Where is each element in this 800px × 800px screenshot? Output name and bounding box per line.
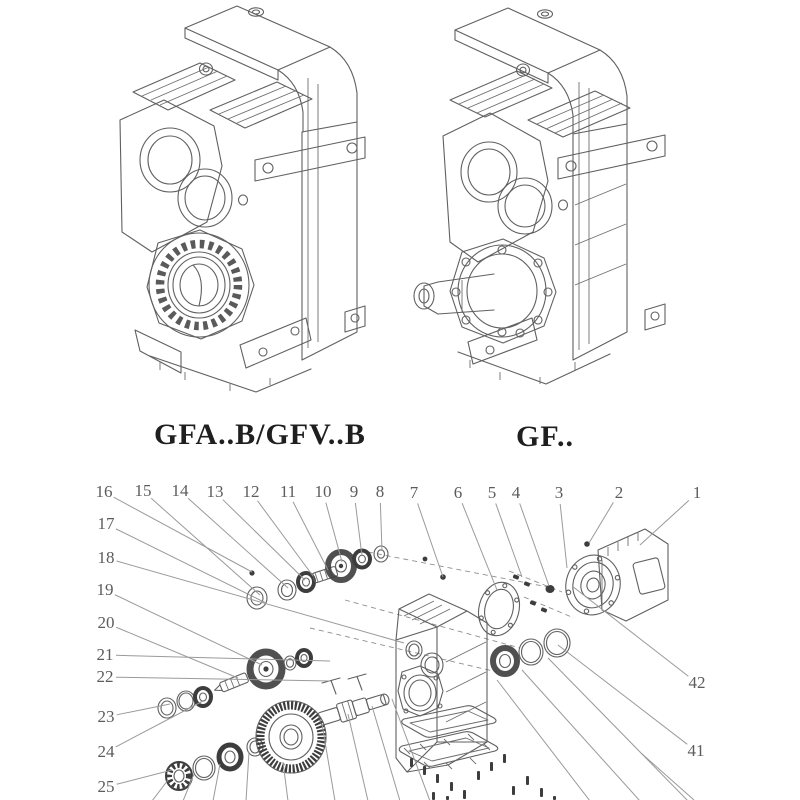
leader-line-8 xyxy=(380,503,382,551)
adapter-flange-ring xyxy=(473,578,525,640)
callout-17: 17 xyxy=(97,514,115,533)
callout-8: 8 xyxy=(375,482,385,501)
gfab-gfvb-drawing xyxy=(120,6,365,392)
output-shaft xyxy=(317,689,391,728)
leader-line-2 xyxy=(589,502,613,543)
callout-41: 41 xyxy=(687,741,705,760)
output-shaft-assembly xyxy=(166,674,391,790)
callout-10: 10 xyxy=(314,482,332,501)
large-gear xyxy=(256,701,326,773)
callout-22: 22 xyxy=(96,667,114,686)
callout-3: 3 xyxy=(554,483,564,502)
leader-line-13 xyxy=(223,500,305,580)
callout-5: 5 xyxy=(487,483,497,502)
gaskets-and-bolts xyxy=(399,706,556,800)
leader-line-3 xyxy=(560,504,567,568)
leader-line-25 xyxy=(117,770,172,784)
leader-line-24 xyxy=(116,701,203,747)
callout-25: 25 xyxy=(97,777,115,796)
callout-23: 23 xyxy=(97,707,115,726)
cut-leader-line-6 xyxy=(348,714,368,800)
callout-11: 11 xyxy=(279,482,297,501)
leader-line-11 xyxy=(293,502,328,570)
callout-16: 16 xyxy=(95,482,113,501)
motor-unit xyxy=(560,529,668,621)
callout-15: 15 xyxy=(134,481,152,500)
callout-20: 20 xyxy=(97,613,115,632)
callout-13: 13 xyxy=(206,482,224,501)
leader-line-6 xyxy=(462,503,497,590)
leader-line-19 xyxy=(115,595,262,665)
model-label-left: GFA..B/GFV..B xyxy=(154,418,366,451)
leader-line-7 xyxy=(418,503,443,577)
cut-leader-line-2 xyxy=(213,764,220,800)
leader-line-20 xyxy=(116,627,238,678)
leader-line-4 xyxy=(520,503,549,586)
callout-1: 1 xyxy=(692,483,702,502)
vent-plugs xyxy=(322,674,366,694)
leader-line-17 xyxy=(116,529,266,603)
leader-line-14 xyxy=(188,498,288,588)
callout-14: 14 xyxy=(171,481,189,500)
leader-line-22 xyxy=(116,677,330,681)
callout-42: 42 xyxy=(688,673,706,692)
callout-21: 21 xyxy=(96,645,114,664)
cut-leader-line-12 xyxy=(641,753,694,800)
callout-12: 12 xyxy=(242,482,260,501)
callout-7: 7 xyxy=(409,483,419,502)
cut-leader-line-3 xyxy=(246,752,249,800)
cut-leader-line-5 xyxy=(322,724,335,800)
exploded-view xyxy=(96,481,706,800)
output-bearing xyxy=(493,648,517,674)
leader-line-9 xyxy=(355,503,362,556)
callout-18: 18 xyxy=(97,548,115,567)
callout-4: 4 xyxy=(511,483,521,502)
leader-line-12 xyxy=(258,501,313,576)
callout-9: 9 xyxy=(349,482,359,501)
model-label-right: GF.. xyxy=(516,420,574,453)
callout-6: 6 xyxy=(453,483,463,502)
cut-leader-line-9 xyxy=(497,680,590,800)
cut-leader-line-0 xyxy=(152,780,168,800)
snap-ring xyxy=(519,639,543,665)
gf-drawing xyxy=(414,8,665,384)
callout-24: 24 xyxy=(97,742,115,761)
retaining-ring xyxy=(544,629,570,657)
leader-line-18 xyxy=(117,561,404,643)
leader-line-42 xyxy=(572,586,688,676)
leader-line-23 xyxy=(117,704,170,715)
leader-line-5 xyxy=(496,503,522,577)
leader-line-1 xyxy=(640,500,689,545)
callout-2: 2 xyxy=(614,483,624,502)
callout-19: 19 xyxy=(96,580,114,599)
